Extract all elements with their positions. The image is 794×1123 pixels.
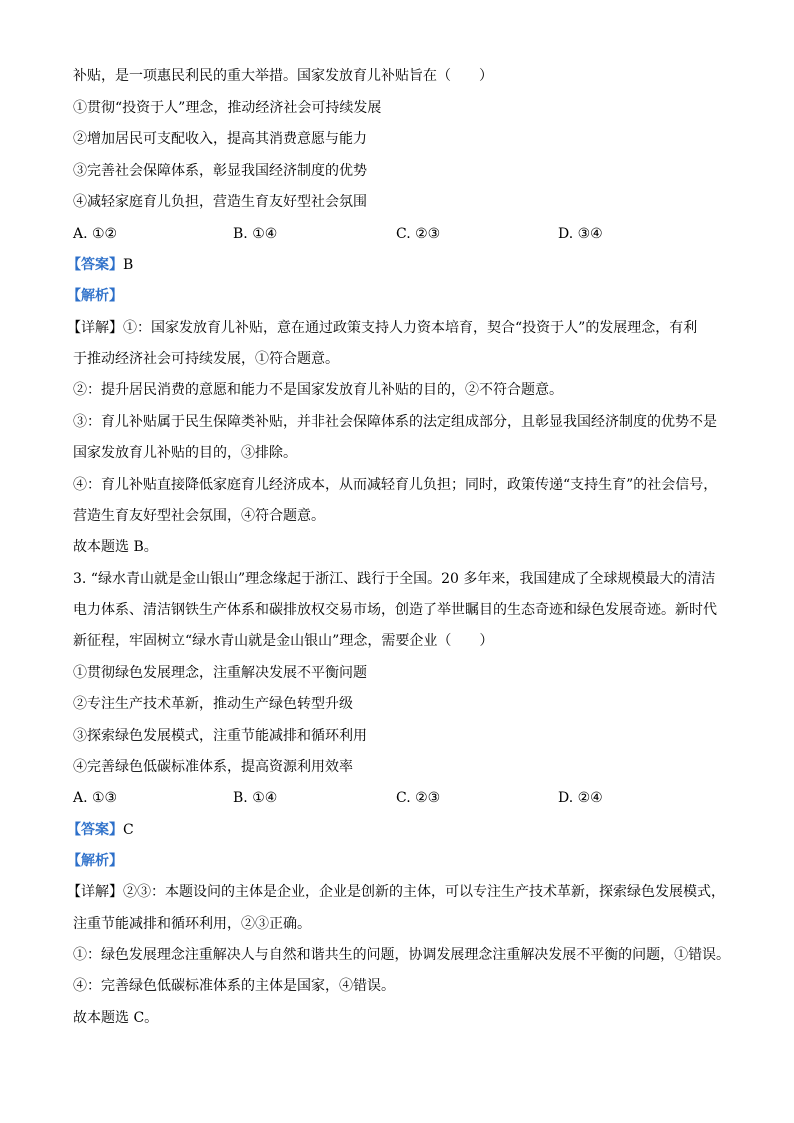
q3-detail-tag: 【详解】: [67, 884, 123, 900]
q3-conclusion: 故本题选 C。: [73, 1010, 159, 1026]
q2-detail-line-3: ②：提升居民消费的意愿和能力不是国家发放育儿补贴的目的，②不符合题意。: [73, 382, 563, 398]
q3-detail-line-1: [67, 883, 725, 901]
q2-detail-text-1: ①：国家发放育儿补贴，意在通过政策支持人力资本培育，契合“投资于人”的发展理念，有利: [123, 320, 698, 336]
q3-item-1: ①贯彻绿色发展理念，注重解决发展不平衡问题: [73, 665, 367, 681]
q2-detail-line-1: [67, 319, 697, 337]
q2-option-d: D. ③④: [558, 226, 603, 242]
q3-option-b: B. ①④: [233, 790, 278, 806]
q3-item-3: ③探索绿色发展模式，注重节能减排和循环利用: [73, 728, 367, 744]
q3-stem-line-2: 电力体系、清洁钢铁生产体系和碳排放权交易市场，创造了举世瞩目的生态奇迹和绿色发展奇迹。新时代: [73, 602, 717, 618]
q2-option-c: C. ②③: [396, 226, 441, 242]
q2-conclusion: 故本题选 B。: [73, 539, 158, 555]
q2-stem-tail: 补贴，是一项惠民利民的重大举措。国家发放育儿补贴旨在（ ）: [73, 68, 493, 84]
q3-detail-text-1: ②③：本题设问的主体是企业，企业是创新的主体，可以专注生产技术革新，探索绿色发展模式，: [123, 884, 725, 900]
q3-stem-line-1: 3. “绿水青山就是金山银山”理念缘起于浙江、践行于全国。20 多年来，我国建成了全球规模最大的清洁: [73, 571, 716, 587]
q2-item-3: ③完善社会保障体系，彰显我国经济制度的优势: [73, 163, 367, 179]
q3-detail-line-4: ④：完善绿色低碳标准体系的主体是国家，④错误。: [73, 978, 395, 994]
q2-item-2: ②增加居民可支配收入，提高其消费意愿与能力: [73, 131, 367, 147]
q3-analysis-tag: 【解析】: [67, 853, 123, 869]
q3-item-2: ②专注生产技术革新，推动生产绿色转型升级: [73, 696, 353, 712]
q2-item-4: ④减轻家庭育儿负担，营造生育友好型社会氛围: [73, 194, 367, 210]
q3-option-d: D. ②④: [558, 790, 603, 806]
q3-stem-line-3: 新征程，牢固树立“绿水青山就是金山银山”理念，需要企业（ ）: [73, 633, 494, 649]
q3-detail-line-2: 注重节能减排和循环利用，②③正确。: [73, 916, 311, 932]
q3-answer-value: C: [123, 822, 134, 838]
q2-answer: [67, 256, 133, 274]
q2-detail-line-2: 于推动经济社会可持续发展，①符合题意。: [73, 351, 339, 367]
q3-option-c: C. ②③: [396, 790, 441, 806]
q2-detail-line-5: 国家发放育儿补贴的目的，③排除。: [73, 445, 297, 461]
q3-item-4: ④完善绿色低碳标准体系，提高资源利用效率: [73, 759, 353, 775]
q2-detail-line-7: 营造生育友好型社会氛围，④符合题意。: [73, 508, 325, 524]
q2-detail-line-4: ③：育儿补贴属于民生保障类补贴，并非社会保障体系的法定组成部分，且彰显我国经济制度的优势不是: [73, 414, 717, 430]
q2-answer-tag: 【答案】: [67, 257, 123, 273]
q2-detail-line-6: ④：育儿补贴直接降低家庭育儿经济成本，从而减轻育儿负担；同时，政策传递“支持生育”的社会信号，: [73, 477, 718, 493]
q2-option-a: A. ①②: [73, 226, 118, 242]
q3-answer-tag: 【答案】: [67, 822, 123, 838]
q3-analysis: [67, 852, 123, 870]
q2-analysis-tag: 【解析】: [67, 288, 123, 304]
q2-detail-tag: 【详解】: [67, 320, 123, 336]
q2-option-b: B. ①④: [233, 226, 278, 242]
q3-answer: [67, 821, 134, 839]
q2-item-1: ①贯彻“投资于人”理念，推动经济社会可持续发展: [73, 100, 382, 116]
q2-analysis: [67, 287, 123, 305]
q3-option-a: A. ①③: [73, 790, 118, 806]
q3-detail-line-3: ①：绿色发展理念注重解决人与自然和谐共生的问题，协调发展理念注重解决发展不平衡的问题，①错误。: [73, 947, 731, 963]
q2-answer-value: B: [123, 257, 134, 273]
